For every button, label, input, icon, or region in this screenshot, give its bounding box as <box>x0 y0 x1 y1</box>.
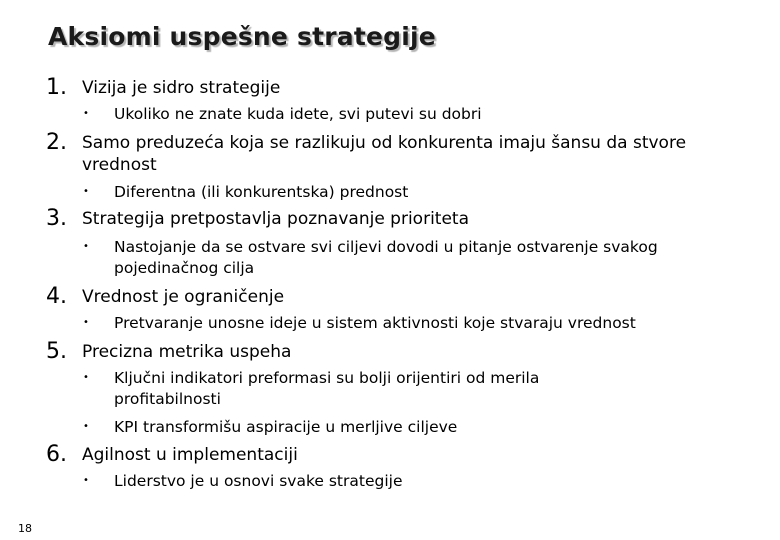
item-text-5: Precizna metrika uspeha <box>82 342 292 362</box>
bullet-icon: • <box>83 421 89 432</box>
sub-item-4-1: Pretvaranje unosne ideje u sistem aktivnosti koje stvaraju vrednost <box>114 314 636 332</box>
item-text-2: Samo preduzeća koja se razlikuju od konkurenta imaju šansu da stvore vrednost <box>82 133 687 175</box>
sub-item-1-1: Ukoliko ne znate kuda idete, svi putevi su dobri <box>114 105 482 123</box>
bullet-icon: • <box>83 372 89 383</box>
item-number-5: 5. <box>46 339 67 364</box>
slide-title: Aksiomi uspešne strategije <box>48 22 436 51</box>
item-number-4: 4. <box>46 284 67 309</box>
item-number-2: 2. <box>46 130 67 155</box>
sub-item-5-1: Ključni indikatori preformasi su bolji orijentiri od merila profitabilnosti <box>114 369 540 408</box>
bullet-icon: • <box>83 475 89 486</box>
sub-item-2-1: Diferentna (ili konkurentska) prednost <box>114 183 409 201</box>
sub-item-3-1: Nastojanje da se ostvare svi ciljevi dovodi u pitanje ostvarenje svakog pojedinačnog cilja <box>114 238 658 277</box>
sub-item-6-1: Liderstvo je u osnovi svake strategije <box>114 472 403 490</box>
page-number: 18 <box>18 522 32 535</box>
item-text-3: Strategija pretpostavlja poznavanje prioriteta <box>82 209 470 229</box>
bullet-icon: • <box>83 108 89 119</box>
bullet-icon: • <box>83 186 89 197</box>
item-number-3: 3. <box>46 206 67 231</box>
item-number-6: 6. <box>46 442 67 467</box>
bullet-icon: • <box>83 317 89 328</box>
item-number-1: 1. <box>46 75 67 100</box>
item-text-4: Vrednost je ograničenje <box>82 287 285 307</box>
sub-item-5-2: KPI transformišu aspiracije u merljive ciljeve <box>114 418 458 436</box>
item-text-1: Vizija je sidro strategije <box>82 78 281 98</box>
item-text-6: Agilnost u implementaciji <box>82 445 298 465</box>
bullet-icon: • <box>83 241 89 252</box>
